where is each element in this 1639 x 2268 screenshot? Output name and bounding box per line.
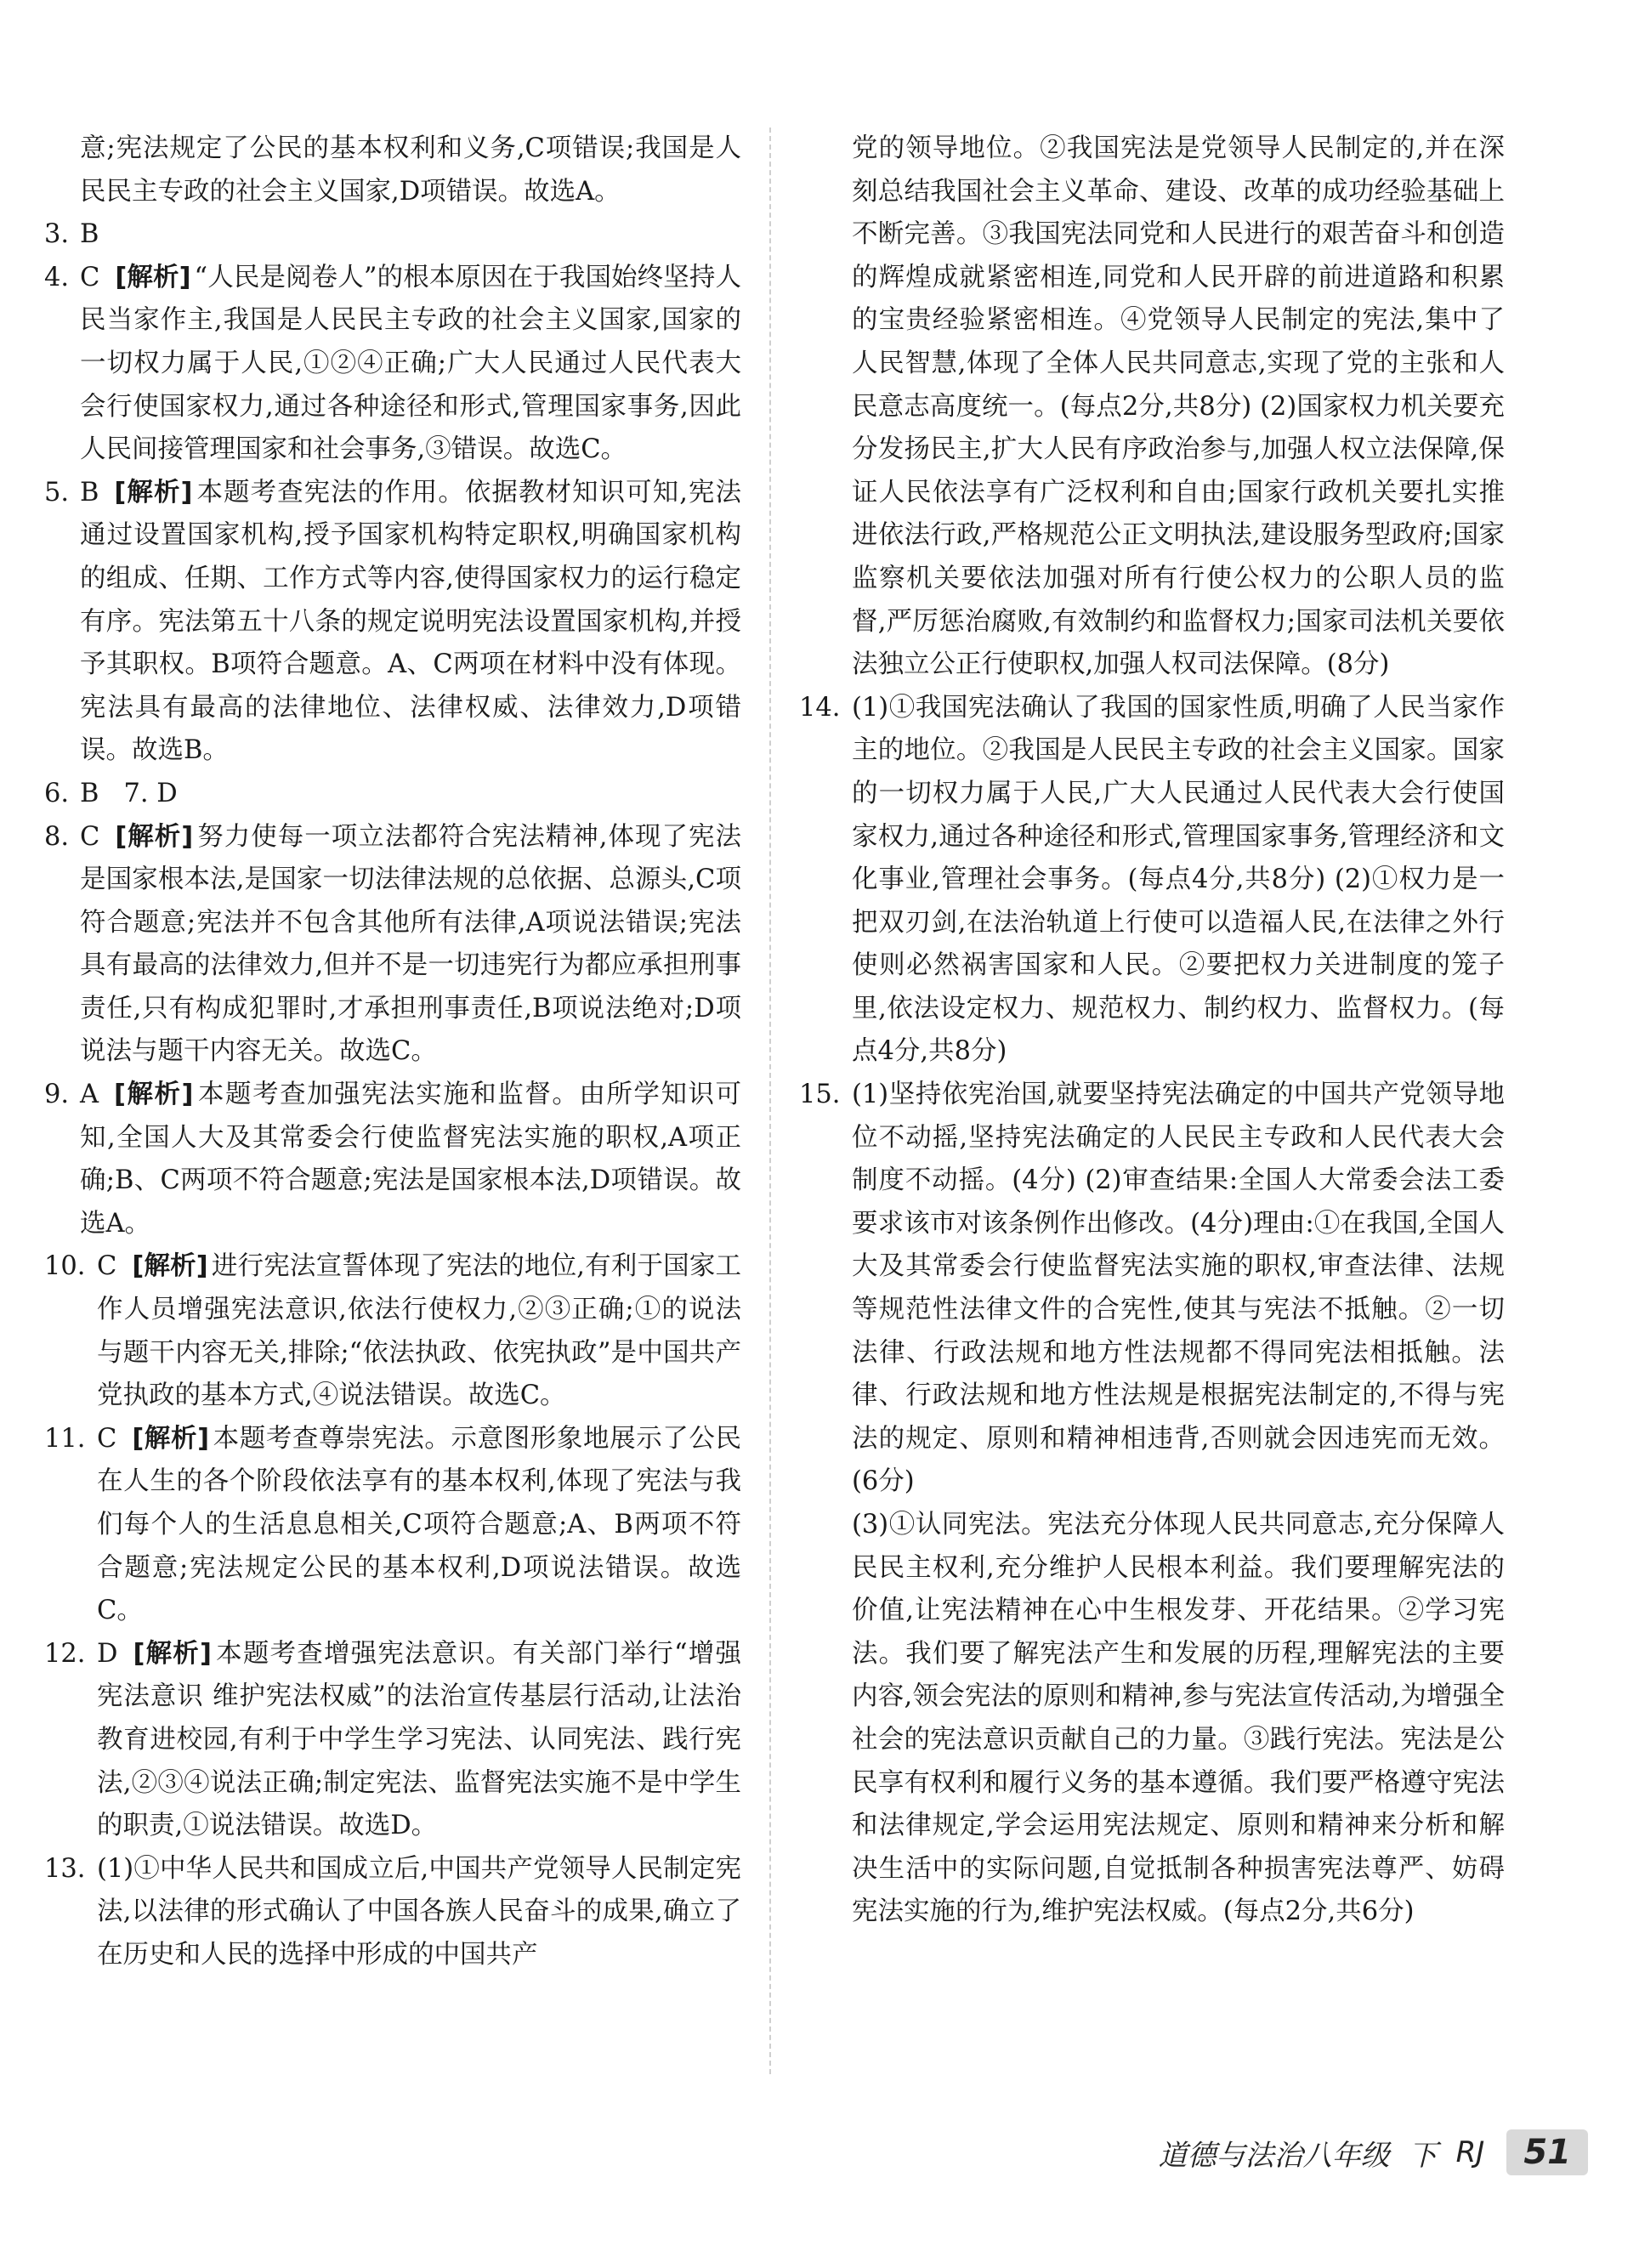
analysis-text: 本题考查加强宪法实施和监督。由所学知识可知,全国人大及其常委会行使监督宪法实施的职权,A项正确;B、C两项不符合题意;宪法是国家根本法,D项错误。故选A。 [80, 1080, 742, 1239]
answer-3 [44, 213, 741, 257]
answer-13-continuation [799, 128, 1505, 687]
question-number: 4. [44, 262, 70, 292]
analysis-text: 努力使每一项立法都符合宪法精神,体现了宪法是国家根本法,是国家一切法律法规的总依据、总源头,C项符合题意;宪法并不包含其他所有法律,A项说法错误;宪法具有最高的法律效力,但并不是一切违宪行为都应承担刑事责任,只有构成犯罪时,才承担刑事责任,B项说法绝对;D项说法与题干内容无关。故选C。 [80, 821, 741, 1067]
analysis-tag: [解析] [132, 1423, 210, 1454]
question-number: 10. [44, 1251, 86, 1282]
answer-text-part-3: (3)①认同宪法。宪法充分体现人民共同意志,充分保障人民民主权利,充分维护人民根本利益。我们要理解宪法的价值,让宪法精神在心中生根发芽、开花结果。②学习宪法。我们要了解宪法产生和发展的历程,理解宪法的主要内容,领会宪法的原则和精神,参与宪法宣传活动,为增强全社会的宪法意识贡献自己的力量。③践行宪法。宪法是公民享有权利和履行义务的基本遵循。我们要严格遵守宪法和法律规定,学会运用宪法规定、原则和精神来分析和解决生活中的实际问题,自觉抵制各种损害宪法尊严、妨碍宪法实施的行为,维护宪法权威。(每点2分,共6分) [852, 1510, 1505, 1927]
edition-label: RJ [1455, 2135, 1485, 2169]
analysis-text: 本题考查尊崇宪法。示意图形象地展示了公民在人生的各个阶段依法享有的基本权利,体现了宪法与我们每个人的生活息息相关,C项符合题意;A、B两项不符合题意;宪法规定公民的基本权利,D项说法错误。故选C。 [97, 1423, 742, 1626]
analysis-tag: [解析] [114, 1080, 194, 1110]
answer-8 [44, 816, 741, 1074]
question-number: 14. [799, 692, 841, 723]
answer-letter: D [97, 1638, 118, 1669]
question-number: 5. [44, 477, 70, 507]
analysis-tag: [解析] [132, 1251, 208, 1282]
answer-6-7 [44, 773, 741, 816]
answer-5 [44, 472, 741, 773]
answer-text: (1)①中华人民共和国成立后,中国共产党领导人民制定宪法,以法律的形式确认了中国各族人民奋斗的成果,确立了在历史和人民的选择中形成的中国共产 [97, 1853, 741, 1970]
column-divider [769, 128, 771, 2074]
answer-15 [799, 1074, 1505, 1934]
answer-text: B [80, 219, 99, 250]
continuation-text: 党的领导地位。②我国宪法是党领导人民制定的,并在深刻总结我国社会主义革命、建设、改革的成功经验基础上不断完善。③我国宪法同党和人民进行的艰苦奋斗和创造的辉煌成就紧密相连,同党和人民开辟的前进道路和积累的宝贵经验紧密相连。④党领导人民制定的宪法,集中了人民智慧,体现了全体人民共同意志,实现了党的主张和人民意志高度统一。(每点2分,共8分) (2)国家权力机关要充分发扬民主,扩大人民有序政治参与,加强人权立法保障,保证人民依法享有广泛权利和自由;国家行政机关要扎实推进依法行政,严格规范公正文明执法,建设服务型政府;国家监察机关要依法加强对所有行使公权力的公职人员的监督,严厉惩治腐败,有效制约和监督权力;国家司法机关要依法独立公正行使职权,加强人权司法保障。(8分) [852, 133, 1505, 680]
answer-9 [44, 1074, 741, 1245]
analysis-tag: [解析] [114, 477, 193, 507]
answer-12 [44, 1633, 741, 1848]
answer-text: (1)①我国宪法确认了我国的国家性质,明确了人民当家作主的地位。②我国是人民民主专政的社会主义国家。国家的一切权力属于人民,广大人民通过人民代表大会行使国家权力,通过各种途径和形式,管理国家事务,管理经济和文化事业,管理社会事务。(每点4分,共8分) (2)①权力是一把双刃剑,在法治轨道上行使可以造福人民,在法律之外行使则必然祸害国家和人民。②要把权力关进制度的笼子里,依法设定权力、规范权力、制约权力、监督权力。(每点4分,共8分) [852, 692, 1505, 1067]
page-footer [1159, 2129, 1588, 2175]
question-number: 9. [44, 1080, 70, 1110]
answer-letter: C [80, 821, 100, 852]
left-column [44, 128, 741, 1977]
analysis-text: 本题考查增强宪法意识。有关部门举行“增强宪法意识 维护宪法权威”的法治宣传基层行活动,让法治教育进校园,有利于中学生学习宪法、认同宪法、践行宪法,②③④说法正确;制定宪法、监督宪法实施不是中学生的职责,①说法错误。故选D。 [97, 1638, 741, 1841]
question-number: 12. [44, 1638, 86, 1669]
question-number: 11. [44, 1423, 86, 1454]
answer-14 [799, 687, 1505, 1074]
analysis-tag: [解析] [115, 262, 191, 292]
question-number: 3. [44, 219, 70, 250]
answer-13 [44, 1848, 741, 1977]
continuation-text: 意;宪法规定了公民的基本权利和义务,C项错误;我国是人民民主专政的社会主义国家,D项错误。故选A。 [80, 133, 741, 207]
answer-11 [44, 1418, 741, 1633]
analysis-text: 本题考查宪法的作用。依据教材知识可知,宪法通过设置国家机构,授予国家机构特定职权,明确国家机构的组成、任期、工作方式等内容,使得国家权力的运行稳定有序。宪法第五十八条的规定说明宪法设置国家机构,并授予其职权。B项符合题意。A、C两项在材料中没有体现。宪法具有最高的法律地位、法律权威、法律效力,D项错误。故选B。 [80, 477, 741, 766]
right-column [799, 128, 1505, 1934]
subject-label: 道德与法治八年级 [1158, 2138, 1390, 2173]
answer-letter: C [97, 1251, 117, 1282]
question-number: 8. [44, 821, 70, 852]
question-number: 15. [799, 1080, 841, 1110]
answer-letter: B [80, 477, 99, 507]
answer-4 [44, 257, 741, 472]
answer-text: B 7. D [80, 778, 178, 808]
answer-letter: C [97, 1423, 117, 1454]
question-number: 13. [44, 1853, 86, 1884]
analysis-text: 进行宪法宣誓体现了宪法的地位,有利于国家工作人员增强宪法意识,依法行使权力,②③正确;①的说法与题干内容无关,排除;“依法执政、依宪执政”是中国共产党执政的基本方式,④说法错误。故选C。 [97, 1251, 741, 1411]
answer-letter: C [80, 262, 100, 292]
page-number: 51 [1506, 2129, 1588, 2175]
volume-label: 下 [1408, 2138, 1438, 2173]
answer-10 [44, 1245, 741, 1417]
analysis-tag: [解析] [133, 1638, 212, 1669]
question-number: 6. [44, 778, 70, 808]
answer-letter: A [80, 1080, 99, 1110]
answer-text: (1)坚持依宪治国,就要坚持宪法确定的中国共产党领导地位不动摇,坚持宪法确定的人民民主专政和人民代表大会制度不动摇。(4分) (2)审查结果:全国人大常委会法工委要求该市对该条例作出修改。(4分)理由:①在我国,全国人大及其常委会行使监督宪法实施的职权,审查法律、法规等规范性法律文件的合宪性,使其与宪法不抵触。②一切法律、行政法规和地方性法规都不得同宪法相抵触。法律、行政法规和地方性法规是根据宪法制定的,不得与宪法的规定、原则和精神相违背,否则就会因违宪而无效。(6分) [852, 1080, 1505, 1497]
answer-continuation [44, 128, 741, 213]
analysis-text: “人民是阅卷人”的根本原因在于我国始终坚持人民当家作主,我国是人民民主专政的社会主义国家,国家的一切权力属于人民,①②④正确;广大人民通过人民代表大会行使国家权力,通过各种途径和形式,管理国家事务,因此人民间接管理国家和社会事务,③错误。故选C。 [80, 262, 741, 465]
analysis-tag: [解析] [115, 821, 194, 852]
